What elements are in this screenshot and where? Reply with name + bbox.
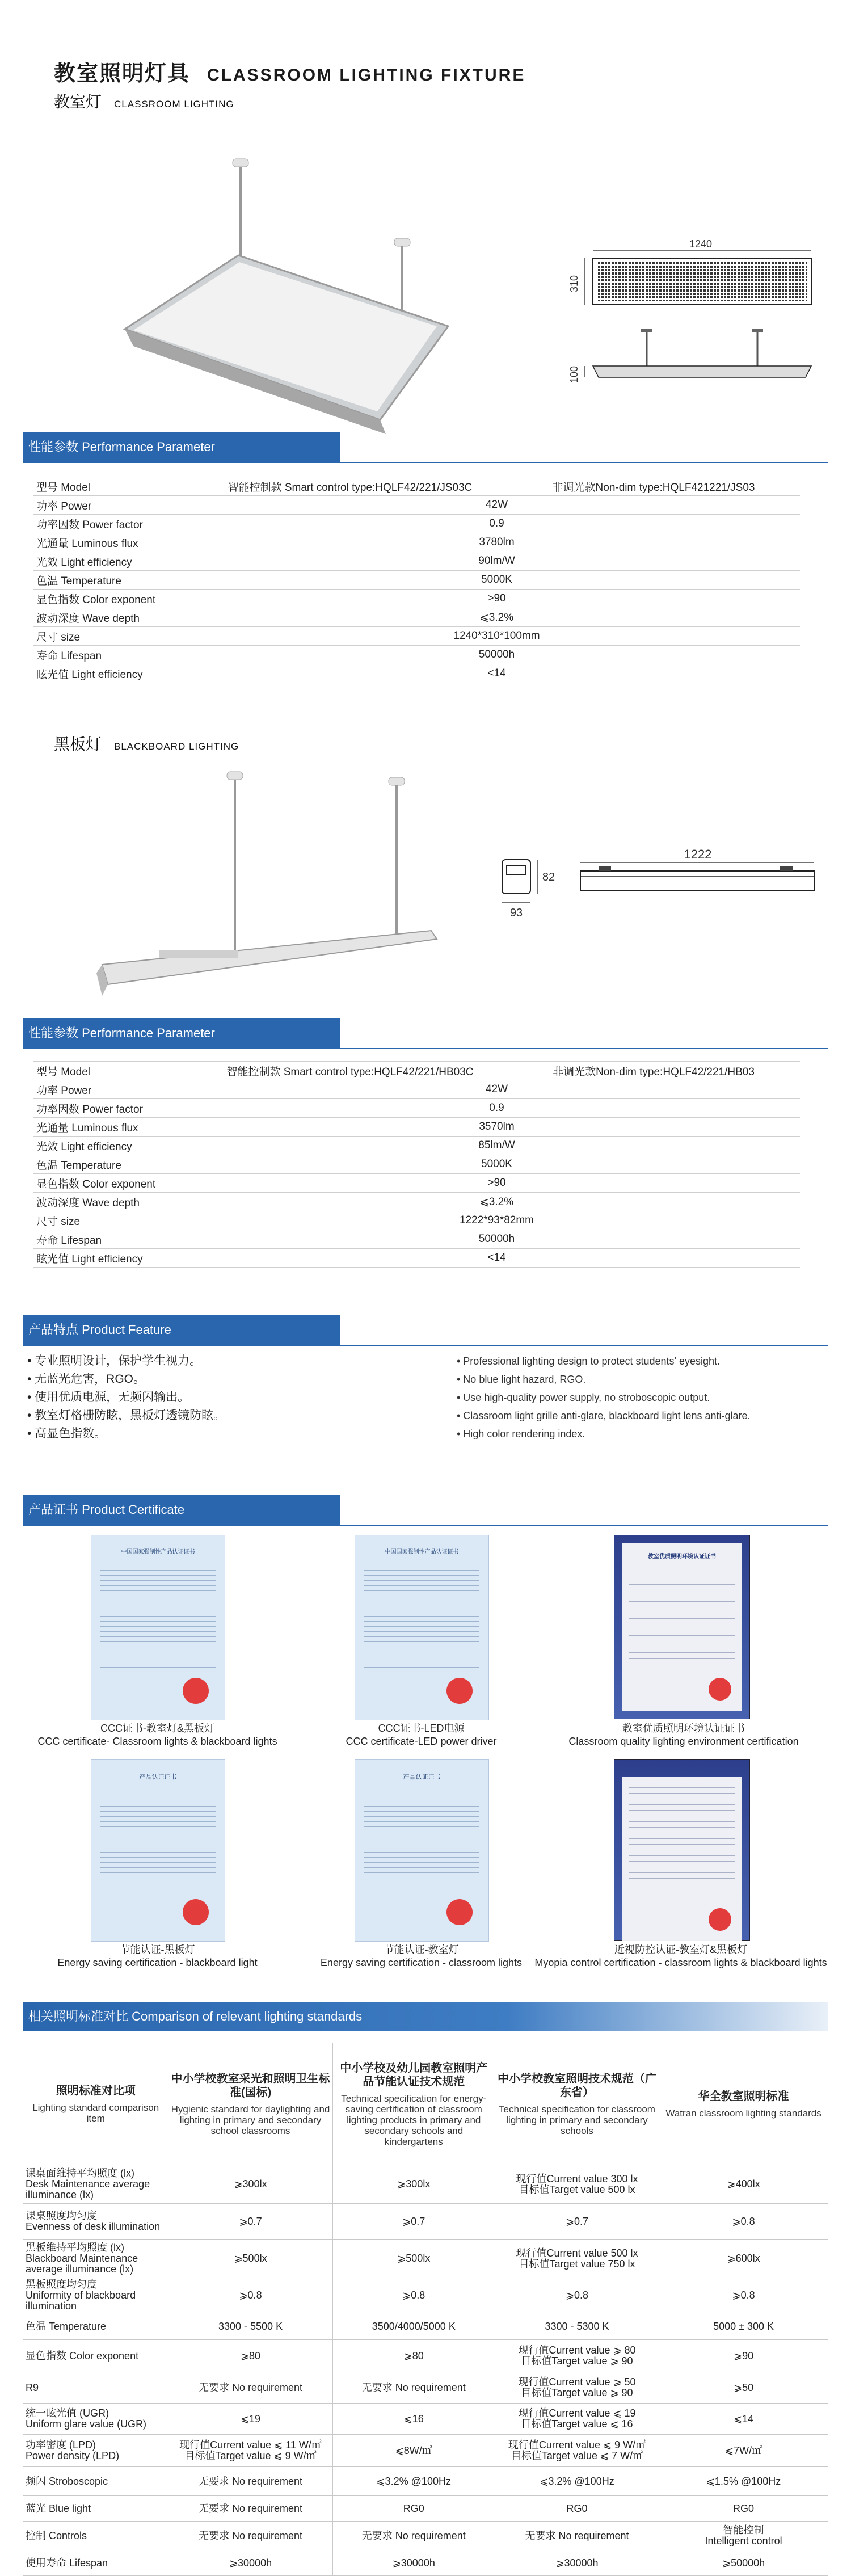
table-row bbox=[33, 1230, 800, 1249]
spec-key: 波动深度 Wave depth bbox=[33, 1193, 193, 1211]
comparison-item: 蓝光 Blue light bbox=[23, 2496, 168, 2522]
comparison-value: ⩾0.8 bbox=[495, 2278, 659, 2313]
comparison-value: RG0 bbox=[332, 2496, 495, 2522]
table-row bbox=[33, 608, 800, 627]
comparison-value: RG0 bbox=[659, 2496, 828, 2522]
cert-caption bbox=[301, 1722, 542, 1748]
spec-value: 90lm/W bbox=[193, 552, 801, 571]
column-header-cn: 中小学校及幼儿园教室照明产品节能认证技术规范 bbox=[340, 2061, 488, 2088]
divider bbox=[23, 1345, 828, 1346]
cert-caption bbox=[34, 1943, 281, 1969]
spec-key: 色温 Temperature bbox=[33, 571, 193, 590]
blackboard-spec-table bbox=[33, 1061, 800, 1268]
table-row bbox=[23, 2278, 828, 2313]
cert-doc-title: 产品认证证书 bbox=[139, 1774, 177, 1781]
spec-model-smart: 智能控制款 Smart control type:HQLF42/221/HB03C bbox=[193, 1062, 507, 1080]
table-row bbox=[33, 533, 800, 552]
spec-key: 眩光值 Light efficiency bbox=[33, 1249, 193, 1268]
table-row bbox=[33, 664, 800, 683]
cert-caption-en: Energy saving certification - classroom lights bbox=[320, 1957, 523, 1968]
divider bbox=[23, 1525, 828, 1526]
comparison-item: 频闪 Stroboscopic bbox=[23, 2467, 168, 2496]
list-item: • 教室灯格栅防眩，黑板灯透镜防眩。 bbox=[27, 1409, 226, 1422]
comparison-value: ⩾0.8 bbox=[332, 2278, 495, 2313]
table-header-row bbox=[23, 2043, 828, 2165]
section-bar-certificates: 产品证书 Product Certificate bbox=[23, 1495, 340, 1525]
classroom-title-en: CLASSROOM LIGHTING bbox=[114, 99, 234, 110]
spec-value: 3570lm bbox=[193, 1118, 801, 1137]
blackboard-title-cn: 黑板灯 bbox=[54, 735, 102, 753]
spec-key: 光效 Light efficiency bbox=[33, 552, 193, 571]
table-row bbox=[33, 1080, 800, 1099]
spec-model-smart: 智能控制款 Smart control type:HQLF42/221/JS03C bbox=[193, 477, 507, 496]
list-item: • 专业照明设计，保护学生视力。 bbox=[27, 1354, 202, 1367]
spec-value: ⩽3.2% bbox=[193, 1193, 801, 1211]
column-header-en: Watran classroom lighting standards bbox=[665, 2107, 821, 2119]
spec-value: 0.9 bbox=[193, 515, 801, 533]
comparison-value: ⩾30000h bbox=[495, 2550, 659, 2576]
comparison-value: 无要求 No requirement bbox=[168, 2467, 332, 2496]
cert-caption-en: CCC certificate- Classroom lights & blackboard lights bbox=[37, 1736, 277, 1747]
column-header bbox=[332, 2043, 495, 2165]
comparison-value: ⩾0.8 bbox=[168, 2278, 332, 2313]
blackboard-lamp-image bbox=[91, 769, 454, 1018]
comparison-value: 无要求 No requirement bbox=[332, 2522, 495, 2550]
comparison-item: 课桌照度均匀度 Evenness of desk illumination bbox=[23, 2204, 168, 2240]
spec-value: 50000h bbox=[193, 646, 801, 664]
certificate-image-energy-classroom bbox=[355, 1759, 489, 1942]
comparison-value: 3500/4000/5000 K bbox=[332, 2313, 495, 2340]
comparison-value: ⩽19 bbox=[168, 2404, 332, 2435]
spec-value: >90 bbox=[193, 1174, 801, 1193]
spec-key: 功率因数 Power factor bbox=[33, 1099, 193, 1118]
comparison-value: 无要求 No requirement bbox=[168, 2522, 332, 2550]
list-item: • 高显色指数。 bbox=[27, 1427, 107, 1440]
spec-key: 显色指数 Color exponent bbox=[33, 1174, 193, 1193]
comparison-value: ⩾0.7 bbox=[168, 2204, 332, 2240]
cert-caption bbox=[34, 1722, 281, 1748]
cert-text-block bbox=[629, 1777, 735, 1879]
divider bbox=[23, 1048, 828, 1049]
spec-value: 50000h bbox=[193, 1230, 801, 1249]
comparison-value: ⩾30000h bbox=[332, 2550, 495, 2576]
comparison-value: ⩽7W/㎡ bbox=[659, 2435, 828, 2467]
column-header bbox=[495, 2043, 659, 2165]
comparison-value: 无要求 No requirement bbox=[495, 2522, 659, 2550]
column-header bbox=[23, 2043, 168, 2165]
seal-icon bbox=[183, 1899, 209, 1925]
table-row bbox=[33, 1249, 800, 1268]
comparison-value: ⩾50 bbox=[659, 2372, 828, 2404]
table-row bbox=[33, 1174, 800, 1193]
cert-doc-title: 中国国家强制性产品认证证书 bbox=[385, 1549, 459, 1555]
spec-value: 85lm/W bbox=[193, 1137, 801, 1155]
comparison-value: 无要求 No requirement bbox=[168, 2496, 332, 2522]
spec-key: 光效 Light efficiency bbox=[33, 1137, 193, 1155]
certificate-image-myopia bbox=[614, 1759, 750, 1941]
table-row bbox=[23, 2467, 828, 2496]
spec-model-nondim: 非调光款Non-dim type:HQLF421221/JS03 bbox=[507, 477, 801, 496]
column-header bbox=[168, 2043, 332, 2165]
spec-value: 3780lm bbox=[193, 533, 801, 552]
certificate-image-energy-blackboard bbox=[91, 1759, 225, 1942]
cert-caption-en: Myopia control certification - classroom lights & blackboard lights bbox=[534, 1957, 827, 1968]
comparison-value: ⩾600lx bbox=[659, 2240, 828, 2278]
spec-key: 光通量 Luminous flux bbox=[33, 533, 193, 552]
features-cn-list bbox=[27, 1352, 424, 1443]
spec-value: >90 bbox=[193, 590, 801, 608]
table-row bbox=[23, 2496, 828, 2522]
spec-key: 型号 Model bbox=[33, 477, 193, 496]
comparison-value: ⩾300lx bbox=[168, 2165, 332, 2204]
certificate-image-ccc-driver bbox=[355, 1535, 489, 1720]
section-bar-performance-classroom: 性能参数 Performance Parameter bbox=[23, 432, 340, 462]
spec-key: 型号 Model bbox=[33, 1062, 193, 1080]
column-header-cn: 中小学校教室照明技术规范（广东省） bbox=[498, 2072, 656, 2099]
table-row bbox=[23, 2550, 828, 2576]
classroom-dimension-drawing bbox=[567, 238, 828, 392]
table-row bbox=[33, 646, 800, 664]
spec-value: 42W bbox=[193, 496, 801, 515]
comparison-item: 黑板维持平均照度 (lx) Blackboard Maintenance average illuminance (lx) bbox=[23, 2240, 168, 2278]
certificate-image-quality-env bbox=[614, 1535, 750, 1719]
table-row bbox=[33, 590, 800, 608]
page-title-en: CLASSROOM LIGHTING FIXTURE bbox=[207, 66, 526, 85]
column-header-en: Hygienic standard for daylighting and lighting in primary and secondary school classrooms bbox=[171, 2103, 330, 2136]
list-item: • 使用优质电源，无频闪输出。 bbox=[27, 1391, 190, 1404]
comparison-value: 现行值Current value 500 lx 目标值Target value 750 lx bbox=[495, 2240, 659, 2278]
dim-bb-length-label: 1222 bbox=[684, 847, 712, 861]
comparison-value: 现行值Current value ⩽ 9 W/㎡ 目标值Target value ⩽ 7 W/㎡ bbox=[495, 2435, 659, 2467]
dim-bb-depth-label: 93 bbox=[509, 907, 523, 919]
divider bbox=[23, 462, 828, 463]
spec-key: 眩光值 Light efficiency bbox=[33, 664, 193, 683]
spec-key: 功率因数 Power factor bbox=[33, 515, 193, 533]
comparison-value: 现行值Current value 300 lx 目标值Target value 500 lx bbox=[495, 2165, 659, 2204]
spec-key: 色温 Temperature bbox=[33, 1155, 193, 1174]
comparison-item: 色温 Temperature bbox=[23, 2313, 168, 2340]
comparison-value: 无要求 No requirement bbox=[168, 2372, 332, 2404]
cert-doc-title: 产品认证证书 bbox=[403, 1774, 441, 1781]
cert-caption-cn: 近视防控认证-教室灯&黑板灯 bbox=[614, 1944, 747, 1955]
spec-value: 5000K bbox=[193, 1155, 801, 1174]
cert-caption-cn: 节能认证-教室灯 bbox=[384, 1944, 459, 1955]
dim-bb-height-label: 82 bbox=[542, 871, 555, 883]
table-row bbox=[23, 2404, 828, 2435]
comparison-item: 控制 Controls bbox=[23, 2522, 168, 2550]
comparison-value: ⩾0.7 bbox=[332, 2204, 495, 2240]
comparison-value: 无要求 No requirement bbox=[332, 2372, 495, 2404]
cert-text-block bbox=[364, 1565, 479, 1668]
comparison-value: ⩾50000h bbox=[659, 2550, 828, 2576]
table-row bbox=[33, 1137, 800, 1155]
classroom-title-cn: 教室灯 bbox=[54, 93, 102, 111]
spec-key: 显色指数 Color exponent bbox=[33, 590, 193, 608]
comparison-item: 统一眩光值 (UGR) Uniform glare value (UGR) bbox=[23, 2404, 168, 2435]
blackboard-title-en: BLACKBOARD LIGHTING bbox=[114, 741, 239, 752]
column-header bbox=[659, 2043, 828, 2165]
comparison-item: 黑板照度均匀度 Uniformity of blackboard illumination bbox=[23, 2278, 168, 2313]
table-row bbox=[33, 552, 800, 571]
spec-value: 1222*93*82mm bbox=[193, 1211, 801, 1230]
spec-key: 尺寸 size bbox=[33, 627, 193, 646]
cert-caption-en: Energy saving certification - blackboard light bbox=[57, 1957, 258, 1968]
list-item: • 无蓝光危害，RGO。 bbox=[27, 1373, 146, 1386]
comparison-value: ⩾30000h bbox=[168, 2550, 332, 2576]
table-row bbox=[23, 2240, 828, 2278]
table-row bbox=[33, 1193, 800, 1211]
dim-depth-label: 310 bbox=[568, 275, 580, 293]
spec-value: <14 bbox=[193, 664, 801, 683]
column-header-en: Technical specification for energy-saving certification of classroom lighting products in primary and secondary schools and kindergartens bbox=[341, 2093, 487, 2147]
cert-text-block bbox=[364, 1791, 479, 1891]
blackboard-dimension-drawing bbox=[496, 837, 825, 933]
seal-icon bbox=[446, 1678, 473, 1704]
spec-key: 寿命 Lifespan bbox=[33, 1230, 193, 1249]
comparison-value: ⩾500lx bbox=[332, 2240, 495, 2278]
table-row bbox=[23, 2340, 828, 2372]
spec-value: 42W bbox=[193, 1080, 801, 1099]
list-item: • No blue light hazard, RGO. bbox=[457, 1374, 586, 1385]
comparison-item: 使用寿命 Lifespan bbox=[23, 2550, 168, 2576]
column-header-en: Technical specification for classroom lighting in primary and secondary schools bbox=[499, 2103, 655, 2136]
comparison-value: 3300 - 5500 K bbox=[168, 2313, 332, 2340]
table-row bbox=[33, 1099, 800, 1118]
spec-key: 功率 Power bbox=[33, 496, 193, 515]
comparison-value: 现行值Current value ⩾ 80 目标值Target value ⩾ 90 bbox=[495, 2340, 659, 2372]
comparison-value: ⩾0.7 bbox=[495, 2204, 659, 2240]
classroom-spec-table bbox=[33, 477, 800, 683]
section-bar-comparison: 相关照明标准对比 Comparison of relevant lighting standards bbox=[23, 2002, 828, 2031]
table-row bbox=[23, 2165, 828, 2204]
section-bar-performance-blackboard: 性能参数 Performance Parameter bbox=[23, 1018, 340, 1048]
spec-model-nondim: 非调光款Non-dim type:HQLF42/221/HB03 bbox=[507, 1062, 801, 1080]
spec-key: 尺寸 size bbox=[33, 1211, 193, 1230]
comparison-value: ⩾500lx bbox=[168, 2240, 332, 2278]
comparison-value: ⩽1.5% @100Hz bbox=[659, 2467, 828, 2496]
comparison-value: ⩽16 bbox=[332, 2404, 495, 2435]
comparison-value: ⩾0.8 bbox=[659, 2278, 828, 2313]
spec-value: 0.9 bbox=[193, 1099, 801, 1118]
table-row bbox=[23, 2522, 828, 2550]
spec-key: 功率 Power bbox=[33, 1080, 193, 1099]
comparison-value: ⩾90 bbox=[659, 2340, 828, 2372]
column-header-en: Lighting standard comparison item bbox=[32, 2102, 159, 2124]
list-item: • Use high-quality power supply, no stroboscopic output. bbox=[457, 1392, 710, 1403]
section-bar-features: 产品特点 Product Feature bbox=[23, 1315, 340, 1345]
list-item: • Professional lighting design to protect students' eyesight. bbox=[457, 1356, 721, 1367]
spec-value: ⩽3.2% bbox=[193, 608, 801, 627]
column-header-cn: 照明标准对比项 bbox=[56, 2085, 136, 2097]
comparison-value: ⩽14 bbox=[659, 2404, 828, 2435]
comparison-value: 5000 ± 300 K bbox=[659, 2313, 828, 2340]
comparison-value: 智能控制 Intelligent control bbox=[659, 2522, 828, 2550]
dim-height-label: 100 bbox=[568, 365, 580, 384]
cert-caption-cn: 教室优质照明环境认证证书 bbox=[622, 1723, 745, 1734]
certificate-image-ccc-lamp bbox=[91, 1535, 225, 1720]
seal-icon bbox=[709, 1678, 731, 1701]
cert-caption bbox=[301, 1943, 542, 1969]
comparison-value: ⩾0.8 bbox=[659, 2204, 828, 2240]
comparison-value: 3300 - 5300 K bbox=[495, 2313, 659, 2340]
column-header-cn: 中小学校教室采光和照明卫生标准(国标) bbox=[171, 2072, 330, 2099]
grille-pattern bbox=[597, 262, 807, 301]
comparison-value: ⩾300lx bbox=[332, 2165, 495, 2204]
comparison-value: ⩽3.2% @100Hz bbox=[332, 2467, 495, 2496]
spec-value: 1240*310*100mm bbox=[193, 627, 801, 646]
classroom-lamp-image bbox=[108, 153, 505, 437]
page-title bbox=[54, 56, 525, 87]
comparison-item: 显色指数 Color exponent bbox=[23, 2340, 168, 2372]
table-row bbox=[23, 2313, 828, 2340]
spec-key: 波动深度 Wave depth bbox=[33, 608, 193, 627]
cert-caption bbox=[553, 1722, 814, 1748]
comparison-value: 现行值Current value ⩾ 50 目标值Target value ⩾ 90 bbox=[495, 2372, 659, 2404]
comparison-value: ⩾80 bbox=[168, 2340, 332, 2372]
cert-doc-title: 中国国家强制性产品认证证书 bbox=[121, 1549, 195, 1555]
seal-icon bbox=[446, 1899, 473, 1925]
cert-text-block bbox=[100, 1791, 216, 1891]
features-en-list bbox=[457, 1352, 831, 1443]
dim-width-label: 1240 bbox=[689, 238, 713, 250]
comparison-item: 课桌面维持平均照度 (lx) Desk Maintenance average illuminance (lx) bbox=[23, 2165, 168, 2204]
cert-text-block bbox=[100, 1565, 216, 1668]
seal-icon bbox=[709, 1908, 731, 1931]
table-row bbox=[33, 515, 800, 533]
page-title-cn: 教室照明灯具 bbox=[54, 62, 191, 86]
seal-icon bbox=[183, 1678, 209, 1704]
comparison-value: ⩾80 bbox=[332, 2340, 495, 2372]
table-row bbox=[33, 477, 800, 496]
list-item: • High color rendering index. bbox=[457, 1428, 585, 1439]
table-row bbox=[33, 1155, 800, 1174]
list-item: • Classroom light grille anti-glare, blackboard light lens anti-glare. bbox=[457, 1410, 751, 1421]
table-row bbox=[23, 2435, 828, 2467]
spec-value: 5000K bbox=[193, 571, 801, 590]
blackboard-section-title bbox=[54, 732, 239, 755]
comparison-item: 功率密度 (LPD) Power density (LPD) bbox=[23, 2435, 168, 2467]
cert-caption-cn: CCC证书-LED电源 bbox=[378, 1723, 465, 1734]
table-row bbox=[23, 2204, 828, 2240]
table-row bbox=[33, 571, 800, 590]
column-header-cn: 华全教室照明标准 bbox=[698, 2090, 789, 2103]
table-row bbox=[33, 1062, 800, 1080]
table-row bbox=[33, 1211, 800, 1230]
comparison-table bbox=[23, 2043, 828, 2576]
table-row bbox=[23, 2372, 828, 2404]
cert-text-block bbox=[629, 1568, 735, 1659]
table-row bbox=[33, 496, 800, 515]
comparison-value: ⩽8W/㎡ bbox=[332, 2435, 495, 2467]
table-row bbox=[33, 1118, 800, 1137]
comparison-value: RG0 bbox=[495, 2496, 659, 2522]
spec-key: 光通量 Luminous flux bbox=[33, 1118, 193, 1137]
cert-caption-cn: CCC证书-教室灯&黑板灯 bbox=[100, 1723, 214, 1734]
comparison-value: ⩾400lx bbox=[659, 2165, 828, 2204]
comparison-value: ⩽3.2% @100Hz bbox=[495, 2467, 659, 2496]
classroom-section-title bbox=[54, 90, 234, 112]
cert-caption-cn: 节能认证-黑板灯 bbox=[120, 1944, 195, 1955]
comparison-value: 现行值Current value ⩽ 11 W/㎡ 目标值Target value ⩽ 9 W/㎡ bbox=[168, 2435, 332, 2467]
comparison-item: R9 bbox=[23, 2372, 168, 2404]
spec-key: 寿命 Lifespan bbox=[33, 646, 193, 664]
spec-value: <14 bbox=[193, 1249, 801, 1268]
cert-caption bbox=[528, 1943, 834, 1969]
cert-caption-en: Classroom quality lighting environment certification bbox=[568, 1736, 799, 1747]
cert-doc-title: 教室优质照明环境认证证书 bbox=[648, 1554, 716, 1560]
comparison-value: 现行值Current value ⩽ 19 目标值Target value ⩽ 16 bbox=[495, 2404, 659, 2435]
table-row bbox=[33, 627, 800, 646]
cert-caption-en: CCC certificate-LED power driver bbox=[346, 1736, 497, 1747]
